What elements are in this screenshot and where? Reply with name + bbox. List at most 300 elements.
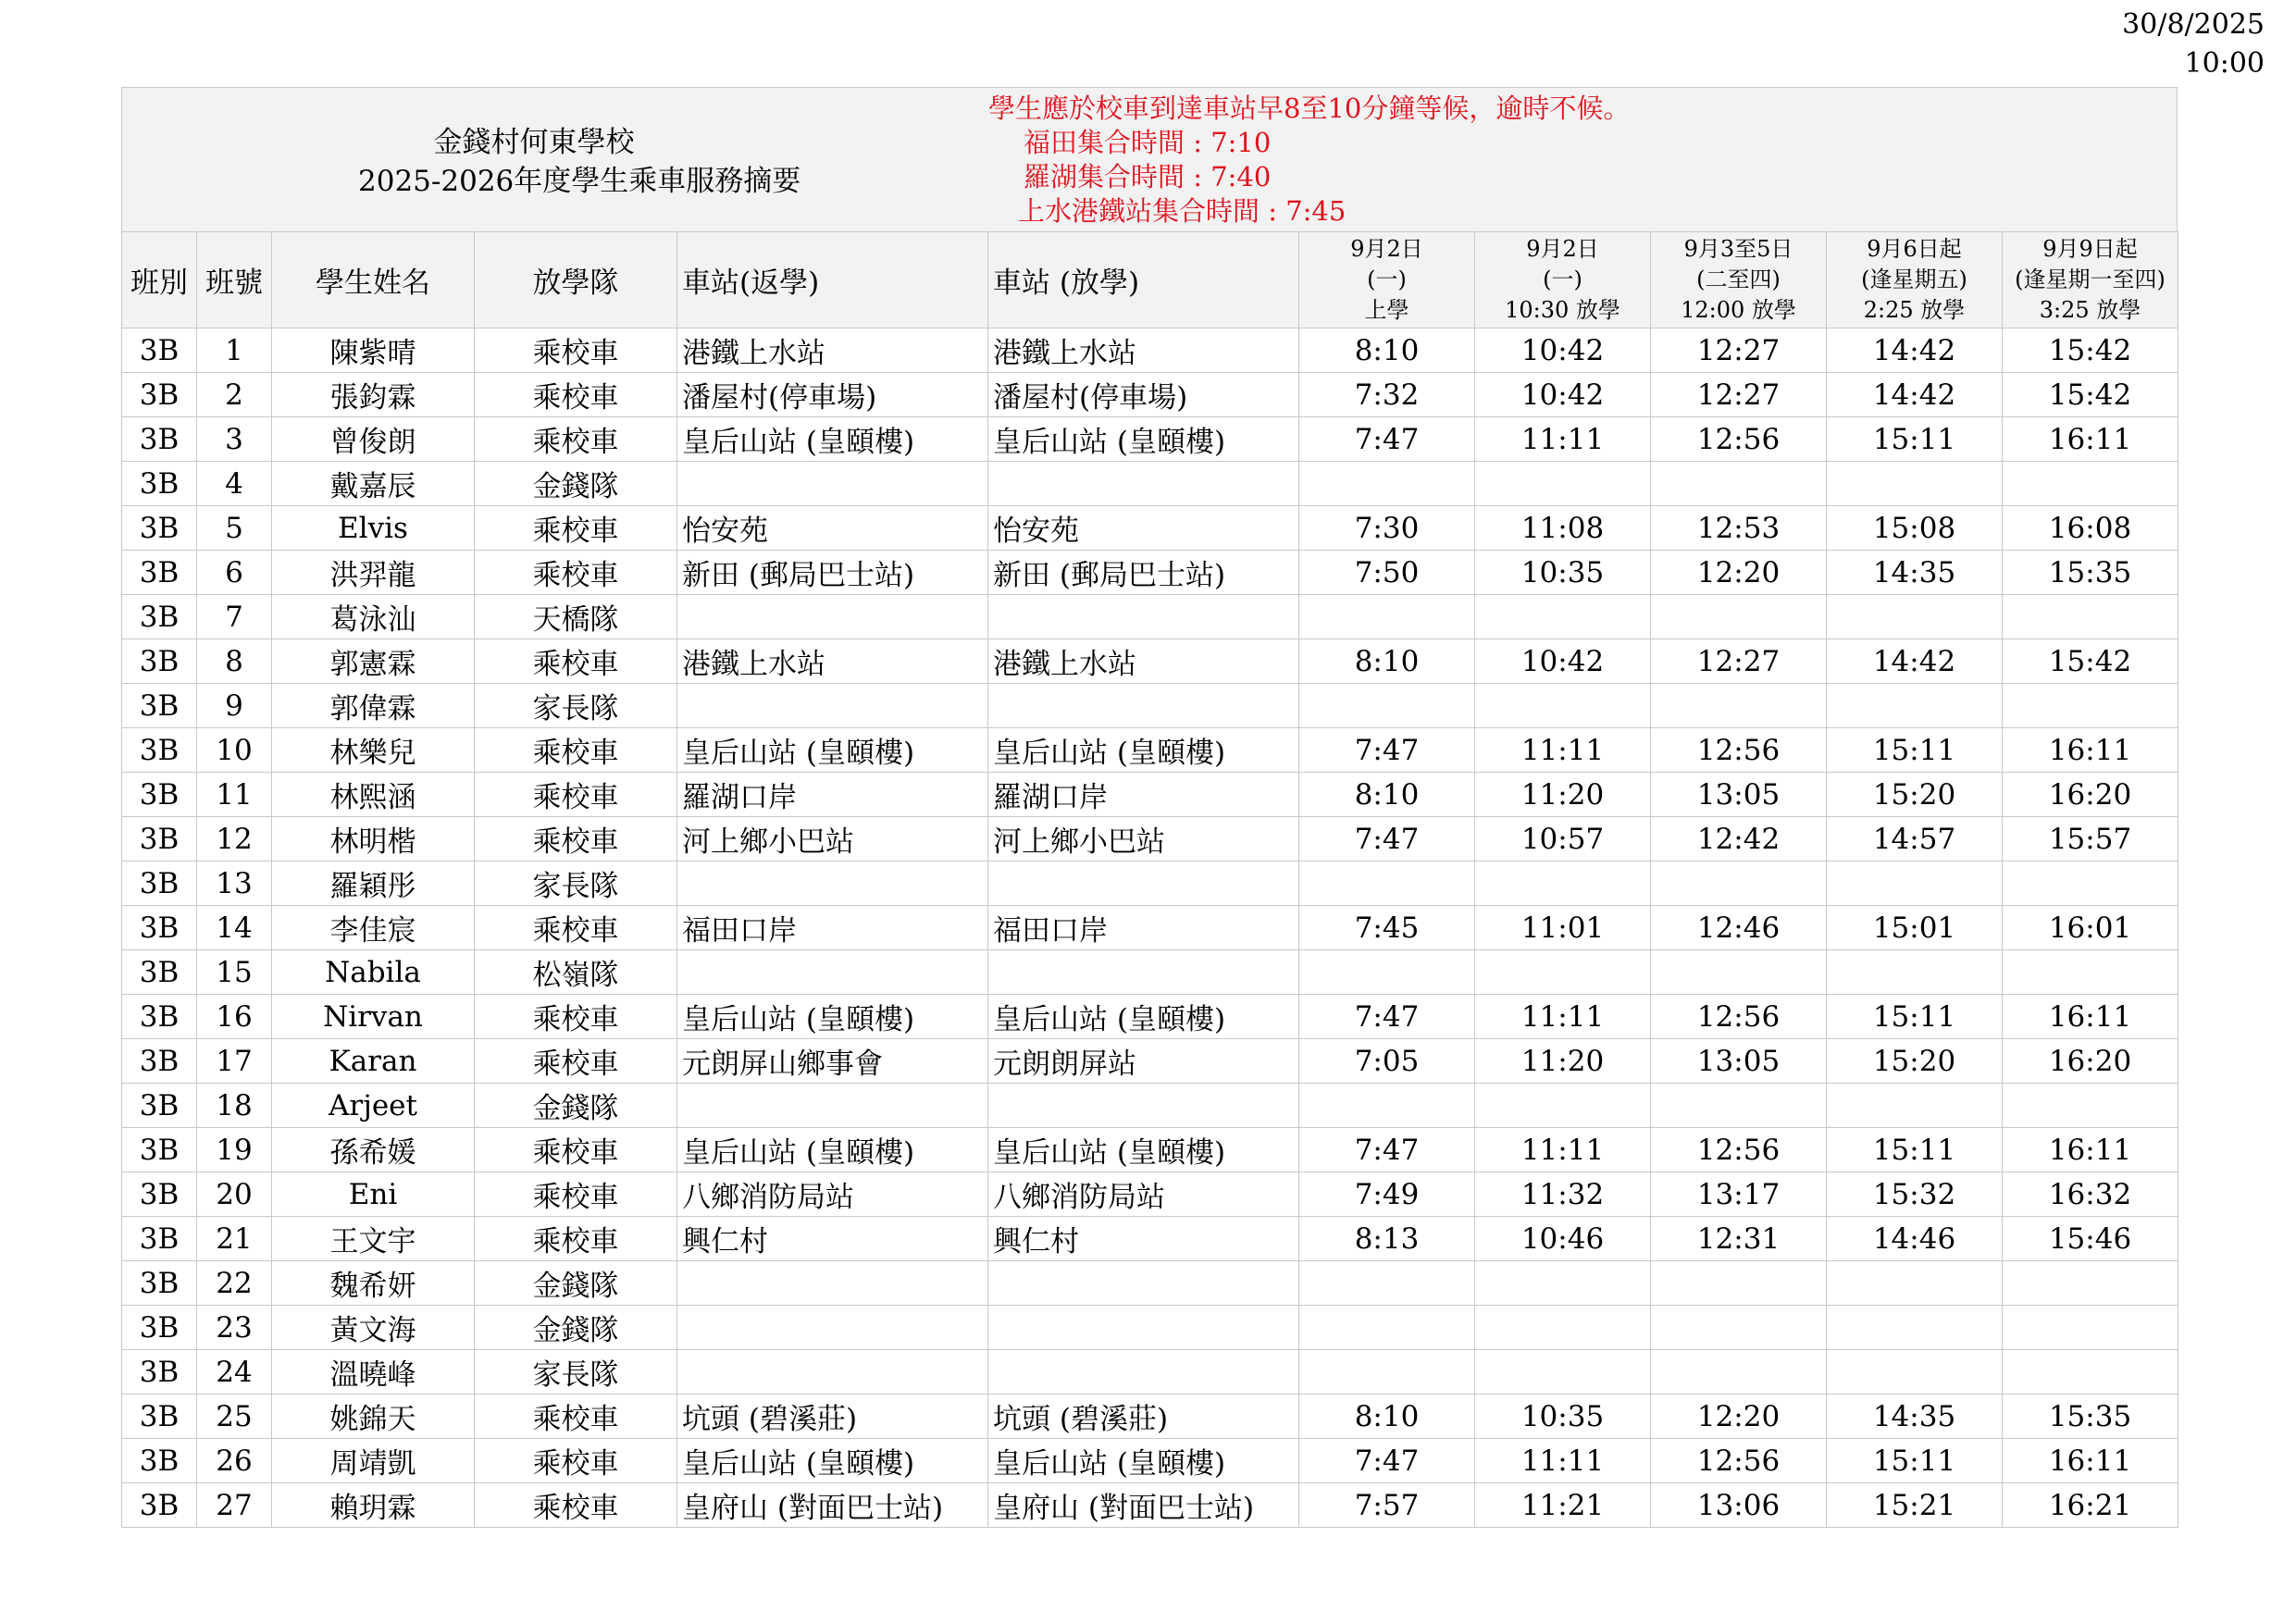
- time-mon-thu-cell: 16:08: [2003, 506, 2178, 551]
- stop-afternoon-cell: [988, 950, 1299, 995]
- time-mon-thu-cell: [2003, 462, 2178, 506]
- table-row: [122, 1217, 2178, 1261]
- time-sep2-am-cell: 8:10: [1299, 639, 1475, 684]
- dismissal-team-cell: 金錢隊: [475, 1261, 677, 1306]
- time-friday-cell: 14:46: [1827, 1217, 2003, 1261]
- time-sep2-am-cell: 7:47: [1299, 417, 1475, 462]
- dismissal-team-cell: 乘校車: [475, 1128, 677, 1172]
- time-friday-cell: 15:11: [1827, 728, 2003, 773]
- class-cell: 3B: [122, 506, 197, 551]
- time-friday-cell: 15:11: [1827, 995, 2003, 1039]
- time-mon-thu-cell: 16:32: [2003, 1172, 2178, 1217]
- number-cell: 1: [197, 329, 272, 373]
- class-cell: 3B: [122, 1395, 197, 1439]
- stop-morning-cell: 皇后山站 (皇頤樓): [677, 728, 988, 773]
- time-sep2-pm-cell: 11:20: [1475, 773, 1651, 817]
- notice-futian-time: 福田集合時間 : 7:10: [1024, 127, 1272, 158]
- number-cell: 26: [197, 1439, 272, 1483]
- time-friday-cell: 15:20: [1827, 1039, 2003, 1084]
- stop-afternoon-cell: [988, 684, 1299, 728]
- stop-afternoon-cell: 福田口岸: [988, 906, 1299, 950]
- time-sep2-pm-cell: [1475, 1261, 1651, 1306]
- stop-morning-cell: [677, 1084, 988, 1128]
- number-cell: 21: [197, 1217, 272, 1261]
- time-sep2-am-cell: 7:57: [1299, 1483, 1475, 1528]
- time-sep3-5-cell: 12:20: [1651, 551, 1827, 595]
- print-date: 30/8/2025: [2122, 8, 2265, 41]
- class-cell: 3B: [122, 417, 197, 462]
- time-mon-thu-cell: 15:42: [2003, 373, 2178, 417]
- time-friday-cell: 14:42: [1827, 373, 2003, 417]
- time-sep2-am-cell: 8:10: [1299, 1395, 1475, 1439]
- class-cell: 3B: [122, 462, 197, 506]
- dismissal-team-cell: 家長隊: [475, 862, 677, 906]
- number-cell: 9: [197, 684, 272, 728]
- dismissal-team-cell: 天橋隊: [475, 595, 677, 639]
- time-mon-thu-cell: [2003, 1350, 2178, 1395]
- stop-morning-cell: 港鐵上水站: [677, 329, 988, 373]
- time-sep2-am-cell: 8:10: [1299, 329, 1475, 373]
- time-sep3-5-cell: 12:27: [1651, 373, 1827, 417]
- number-cell: 27: [197, 1483, 272, 1528]
- time-sep2-am-cell: 7:32: [1299, 373, 1475, 417]
- stop-afternoon-cell: 河上鄉小巴站: [988, 817, 1299, 862]
- number-cell: 20: [197, 1172, 272, 1217]
- stop-morning-cell: 新田 (郵局巴士站): [677, 551, 988, 595]
- time-friday-cell: [1827, 862, 2003, 906]
- class-cell: 3B: [122, 639, 197, 684]
- table-row: [122, 329, 2178, 373]
- time-sep3-5-cell: [1651, 1261, 1827, 1306]
- time-friday-cell: 14:42: [1827, 329, 2003, 373]
- table-row: [122, 1483, 2178, 1528]
- time-sep2-pm-cell: 10:57: [1475, 817, 1651, 862]
- dismissal-team-cell: 金錢隊: [475, 462, 677, 506]
- time-friday-cell: 15:32: [1827, 1172, 2003, 1217]
- student-name-cell: 周靖凱: [272, 1439, 475, 1483]
- stop-morning-cell: 八鄉消防局站: [677, 1172, 988, 1217]
- time-friday-cell: [1827, 950, 2003, 995]
- stop-morning-cell: [677, 950, 988, 995]
- stop-morning-cell: 羅湖口岸: [677, 773, 988, 817]
- print-timestamp: [2122, 6, 2265, 83]
- time-mon-thu-cell: [2003, 1261, 2178, 1306]
- time-sep2-pm-cell: 11:01: [1475, 906, 1651, 950]
- dismissal-team-cell: 乘校車: [475, 551, 677, 595]
- stop-morning-cell: 怡安苑: [677, 506, 988, 551]
- assembly-notice: [988, 92, 1630, 229]
- time-sep3-5-cell: 12:56: [1651, 1439, 1827, 1483]
- time-sep2-pm-cell: 11:21: [1475, 1483, 1651, 1528]
- notice-waiting-rule: 學生應於校車到達車站早8至10分鐘等候，逾時不候。: [988, 93, 1631, 124]
- number-cell: 6: [197, 551, 272, 595]
- header-time-sep2-am: 9月2日 (一) 上學: [1299, 232, 1475, 329]
- table-row: [122, 551, 2178, 595]
- stop-afternoon-cell: [988, 862, 1299, 906]
- number-cell: 2: [197, 373, 272, 417]
- stop-morning-cell: 皇后山站 (皇頤樓): [677, 417, 988, 462]
- time-friday-cell: 15:21: [1827, 1483, 2003, 1528]
- time-sep2-pm-cell: 11:11: [1475, 728, 1651, 773]
- class-cell: 3B: [122, 1172, 197, 1217]
- class-cell: 3B: [122, 684, 197, 728]
- class-cell: 3B: [122, 817, 197, 862]
- time-sep2-am-cell: [1299, 595, 1475, 639]
- time-sep2-am-cell: [1299, 462, 1475, 506]
- table-row: [122, 1439, 2178, 1483]
- time-mon-thu-cell: 15:35: [2003, 1395, 2178, 1439]
- student-name-cell: 孫希媛: [272, 1128, 475, 1172]
- number-cell: 14: [197, 906, 272, 950]
- dismissal-team-cell: 乘校車: [475, 506, 677, 551]
- table-row: [122, 373, 2178, 417]
- time-sep2-pm-cell: 10:42: [1475, 329, 1651, 373]
- time-mon-thu-cell: 16:11: [2003, 1439, 2178, 1483]
- student-name-cell: 洪羿龍: [272, 551, 475, 595]
- time-friday-cell: [1827, 1306, 2003, 1350]
- time-sep2-am-cell: [1299, 1350, 1475, 1395]
- time-sep2-am-cell: 7:50: [1299, 551, 1475, 595]
- student-name-cell: 魏希妍: [272, 1261, 475, 1306]
- time-sep2-pm-cell: 10:35: [1475, 551, 1651, 595]
- stop-morning-cell: 皇后山站 (皇頤樓): [677, 1128, 988, 1172]
- time-friday-cell: 14:42: [1827, 639, 2003, 684]
- time-sep2-am-cell: 7:05: [1299, 1039, 1475, 1084]
- header-stop-afternoon: 車站 (放學): [988, 232, 1299, 329]
- time-sep2-pm-cell: [1475, 1306, 1651, 1350]
- dismissal-team-cell: 金錢隊: [475, 1084, 677, 1128]
- time-sep3-5-cell: [1651, 684, 1827, 728]
- table-row: [122, 639, 2178, 684]
- time-mon-thu-cell: [2003, 1084, 2178, 1128]
- student-name-cell: 羅穎彤: [272, 862, 475, 906]
- table-row: [122, 1084, 2178, 1128]
- stop-afternoon-cell: 羅湖口岸: [988, 773, 1299, 817]
- student-name-cell: 林樂兒: [272, 728, 475, 773]
- dismissal-team-cell: 乘校車: [475, 906, 677, 950]
- time-mon-thu-cell: 16:11: [2003, 728, 2178, 773]
- time-sep2-pm-cell: 10:42: [1475, 373, 1651, 417]
- student-name-cell: Elvis: [272, 506, 475, 551]
- time-friday-cell: [1827, 1350, 2003, 1395]
- time-mon-thu-cell: 15:46: [2003, 1217, 2178, 1261]
- time-friday-cell: 15:01: [1827, 906, 2003, 950]
- time-sep2-pm-cell: 11:11: [1475, 1439, 1651, 1483]
- time-sep2-pm-cell: [1475, 684, 1651, 728]
- student-name-cell: 陳紫晴: [272, 329, 475, 373]
- time-sep3-5-cell: 13:06: [1651, 1483, 1827, 1528]
- time-friday-cell: [1827, 462, 2003, 506]
- table-row: [122, 1039, 2178, 1084]
- print-time: 10:00: [2184, 47, 2265, 80]
- stop-morning-cell: 興仁村: [677, 1217, 988, 1261]
- number-cell: 4: [197, 462, 272, 506]
- dismissal-team-cell: 乘校車: [475, 417, 677, 462]
- time-sep3-5-cell: 12:56: [1651, 1128, 1827, 1172]
- time-mon-thu-cell: 15:42: [2003, 639, 2178, 684]
- time-friday-cell: [1827, 595, 2003, 639]
- class-cell: 3B: [122, 1128, 197, 1172]
- time-sep2-am-cell: [1299, 1084, 1475, 1128]
- time-sep3-5-cell: 12:56: [1651, 728, 1827, 773]
- stop-morning-cell: 潘屋村(停車場): [677, 373, 988, 417]
- header-number: 班號: [197, 232, 272, 329]
- stop-morning-cell: 港鐵上水站: [677, 639, 988, 684]
- bus-schedule-table: [121, 231, 2178, 1528]
- dismissal-team-cell: 乘校車: [475, 1039, 677, 1084]
- table-row: [122, 506, 2178, 551]
- student-name-cell: 林熙涵: [272, 773, 475, 817]
- number-cell: 11: [197, 773, 272, 817]
- dismissal-team-cell: 松嶺隊: [475, 950, 677, 995]
- stop-afternoon-cell: [988, 595, 1299, 639]
- stop-morning-cell: 皇后山站 (皇頤樓): [677, 1439, 988, 1483]
- table-row: [122, 1395, 2178, 1439]
- student-name-cell: 葛泳汕: [272, 595, 475, 639]
- time-sep3-5-cell: [1651, 862, 1827, 906]
- time-sep2-pm-cell: [1475, 1350, 1651, 1395]
- time-mon-thu-cell: 16:01: [2003, 906, 2178, 950]
- student-name-cell: 曾俊朗: [272, 417, 475, 462]
- student-name-cell: 張鈞霖: [272, 373, 475, 417]
- time-sep3-5-cell: 12:42: [1651, 817, 1827, 862]
- time-sep2-am-cell: 7:47: [1299, 1128, 1475, 1172]
- class-cell: 3B: [122, 1039, 197, 1084]
- dismissal-team-cell: 乘校車: [475, 773, 677, 817]
- time-sep3-5-cell: [1651, 1306, 1827, 1350]
- student-name-cell: Eni: [272, 1172, 475, 1217]
- stop-afternoon-cell: 潘屋村(停車場): [988, 373, 1299, 417]
- student-name-cell: 賴玥霖: [272, 1483, 475, 1528]
- table-row: [122, 1306, 2178, 1350]
- student-name-cell: 李佳宸: [272, 906, 475, 950]
- time-sep2-pm-cell: [1475, 862, 1651, 906]
- stop-morning-cell: [677, 462, 988, 506]
- header-class: 班別: [122, 232, 197, 329]
- stop-morning-cell: 元朗屏山鄉事會: [677, 1039, 988, 1084]
- time-mon-thu-cell: 16:20: [2003, 773, 2178, 817]
- class-cell: 3B: [122, 995, 197, 1039]
- dismissal-team-cell: 家長隊: [475, 1350, 677, 1395]
- time-mon-thu-cell: [2003, 862, 2178, 906]
- time-mon-thu-cell: 15:35: [2003, 551, 2178, 595]
- student-name-cell: 溫曉峰: [272, 1350, 475, 1395]
- class-cell: 3B: [122, 773, 197, 817]
- time-sep2-am-cell: 8:10: [1299, 773, 1475, 817]
- class-cell: 3B: [122, 329, 197, 373]
- class-cell: 3B: [122, 1350, 197, 1395]
- time-sep2-pm-cell: 10:35: [1475, 1395, 1651, 1439]
- number-cell: 13: [197, 862, 272, 906]
- time-sep3-5-cell: [1651, 462, 1827, 506]
- student-rows: [122, 329, 2178, 1528]
- number-cell: 3: [197, 417, 272, 462]
- table-row: [122, 1350, 2178, 1395]
- time-sep3-5-cell: 12:53: [1651, 506, 1827, 551]
- time-sep2-pm-cell: [1475, 1084, 1651, 1128]
- time-sep2-am-cell: [1299, 1306, 1475, 1350]
- table-row: [122, 950, 2178, 995]
- time-sep3-5-cell: [1651, 595, 1827, 639]
- dismissal-team-cell: 乘校車: [475, 1395, 677, 1439]
- time-sep2-pm-cell: 11:11: [1475, 995, 1651, 1039]
- student-name-cell: 郭憲霖: [272, 639, 475, 684]
- time-sep2-am-cell: 8:13: [1299, 1217, 1475, 1261]
- time-friday-cell: 15:11: [1827, 1439, 2003, 1483]
- table-row: [122, 995, 2178, 1039]
- student-name-cell: 姚錦天: [272, 1395, 475, 1439]
- time-sep3-5-cell: [1651, 950, 1827, 995]
- number-cell: 23: [197, 1306, 272, 1350]
- number-cell: 7: [197, 595, 272, 639]
- dismissal-team-cell: 乘校車: [475, 1172, 677, 1217]
- stop-afternoon-cell: 八鄉消防局站: [988, 1172, 1299, 1217]
- header-time-friday: 9月6日起 (逢星期五) 2:25 放學: [1827, 232, 2003, 329]
- student-name-cell: 林明楷: [272, 817, 475, 862]
- time-sep2-am-cell: 7:47: [1299, 817, 1475, 862]
- time-friday-cell: 14:35: [1827, 551, 2003, 595]
- stop-morning-cell: 皇府山 (對面巴士站): [677, 1483, 988, 1528]
- time-sep3-5-cell: 12:31: [1651, 1217, 1827, 1261]
- dismissal-team-cell: 乘校車: [475, 995, 677, 1039]
- number-cell: 8: [197, 639, 272, 684]
- title-banner: [121, 87, 2178, 231]
- stop-afternoon-cell: [988, 1261, 1299, 1306]
- header-row: [122, 232, 2178, 329]
- header-time-mon-thu: 9月9日起 (逢星期一至四) 3:25 放學: [2003, 232, 2178, 329]
- table-row: [122, 862, 2178, 906]
- time-friday-cell: 15:20: [1827, 773, 2003, 817]
- transport-summary-sheet: [121, 87, 2178, 1528]
- time-sep2-am-cell: 7:45: [1299, 906, 1475, 950]
- class-cell: 3B: [122, 1084, 197, 1128]
- student-name-cell: Nirvan: [272, 995, 475, 1039]
- time-sep2-am-cell: [1299, 1261, 1475, 1306]
- table-row: [122, 417, 2178, 462]
- number-cell: 19: [197, 1128, 272, 1172]
- dismissal-team-cell: 乘校車: [475, 1439, 677, 1483]
- header-time-sep3-5: 9月3至5日 (二至四) 12:00 放學: [1651, 232, 1827, 329]
- dismissal-team-cell: 乘校車: [475, 1217, 677, 1261]
- time-sep2-am-cell: 7:47: [1299, 1439, 1475, 1483]
- time-sep2-pm-cell: 10:42: [1475, 639, 1651, 684]
- time-sep3-5-cell: 12:46: [1651, 906, 1827, 950]
- stop-afternoon-cell: 皇后山站 (皇頤樓): [988, 417, 1299, 462]
- time-mon-thu-cell: [2003, 950, 2178, 995]
- class-cell: 3B: [122, 373, 197, 417]
- class-cell: 3B: [122, 1483, 197, 1528]
- time-sep2-pm-cell: [1475, 595, 1651, 639]
- table-row: [122, 1261, 2178, 1306]
- time-sep2-pm-cell: 11:11: [1475, 417, 1651, 462]
- notice-lowu-time: 羅湖集合時間 : 7:40: [1024, 161, 1272, 192]
- time-mon-thu-cell: 16:20: [2003, 1039, 2178, 1084]
- time-sep2-am-cell: [1299, 862, 1475, 906]
- table-row: [122, 595, 2178, 639]
- time-mon-thu-cell: 16:11: [2003, 417, 2178, 462]
- student-name-cell: Arjeet: [272, 1084, 475, 1128]
- stop-afternoon-cell: 新田 (郵局巴士站): [988, 551, 1299, 595]
- stop-afternoon-cell: [988, 462, 1299, 506]
- header-stop-morning: 車站(返學): [677, 232, 988, 329]
- class-cell: 3B: [122, 862, 197, 906]
- time-sep2-am-cell: [1299, 950, 1475, 995]
- time-sep2-pm-cell: [1475, 462, 1651, 506]
- time-friday-cell: [1827, 684, 2003, 728]
- number-cell: 25: [197, 1395, 272, 1439]
- number-cell: 15: [197, 950, 272, 995]
- time-sep2-am-cell: 7:47: [1299, 728, 1475, 773]
- table-row: [122, 728, 2178, 773]
- time-friday-cell: [1827, 1084, 2003, 1128]
- number-cell: 22: [197, 1261, 272, 1306]
- class-cell: 3B: [122, 1306, 197, 1350]
- stop-afternoon-cell: [988, 1306, 1299, 1350]
- stop-afternoon-cell: 港鐵上水站: [988, 329, 1299, 373]
- time-sep2-am-cell: 7:49: [1299, 1172, 1475, 1217]
- class-cell: 3B: [122, 595, 197, 639]
- stop-afternoon-cell: [988, 1084, 1299, 1128]
- dismissal-team-cell: 乘校車: [475, 1483, 677, 1528]
- table-row: [122, 1128, 2178, 1172]
- stop-morning-cell: [677, 862, 988, 906]
- stop-afternoon-cell: 皇后山站 (皇頤樓): [988, 728, 1299, 773]
- student-name-cell: 黃文海: [272, 1306, 475, 1350]
- time-sep2-pm-cell: 11:11: [1475, 1128, 1651, 1172]
- time-sep2-am-cell: 7:47: [1299, 995, 1475, 1039]
- stop-morning-cell: 皇后山站 (皇頤樓): [677, 995, 988, 1039]
- stop-afternoon-cell: [988, 1350, 1299, 1395]
- time-friday-cell: 15:11: [1827, 417, 2003, 462]
- table-row: [122, 462, 2178, 506]
- student-name-cell: 郭偉霖: [272, 684, 475, 728]
- time-sep2-am-cell: [1299, 684, 1475, 728]
- stop-morning-cell: [677, 1306, 988, 1350]
- report-title: 2025-2026年度學生乘車服務摘要: [358, 165, 801, 198]
- time-sep2-pm-cell: 11:32: [1475, 1172, 1651, 1217]
- stop-afternoon-cell: 怡安苑: [988, 506, 1299, 551]
- time-mon-thu-cell: [2003, 1306, 2178, 1350]
- time-sep3-5-cell: 13:05: [1651, 773, 1827, 817]
- time-sep2-pm-cell: [1475, 950, 1651, 995]
- stop-morning-cell: 福田口岸: [677, 906, 988, 950]
- number-cell: 10: [197, 728, 272, 773]
- stop-morning-cell: [677, 1350, 988, 1395]
- stop-afternoon-cell: 皇后山站 (皇頤樓): [988, 995, 1299, 1039]
- time-sep3-5-cell: [1651, 1350, 1827, 1395]
- time-friday-cell: 14:57: [1827, 817, 2003, 862]
- stop-afternoon-cell: 港鐵上水站: [988, 639, 1299, 684]
- stop-morning-cell: 河上鄉小巴站: [677, 817, 988, 862]
- time-mon-thu-cell: [2003, 684, 2178, 728]
- class-cell: 3B: [122, 1261, 197, 1306]
- school-name: 金錢村何東學校: [433, 126, 635, 159]
- class-cell: 3B: [122, 906, 197, 950]
- time-sep3-5-cell: 12:27: [1651, 639, 1827, 684]
- header-time-sep2-pm: 9月2日 (一) 10:30 放學: [1475, 232, 1651, 329]
- dismissal-team-cell: 乘校車: [475, 728, 677, 773]
- table-row: [122, 1172, 2178, 1217]
- time-mon-thu-cell: 16:11: [2003, 1128, 2178, 1172]
- class-cell: 3B: [122, 950, 197, 995]
- stop-afternoon-cell: 興仁村: [988, 1217, 1299, 1261]
- time-mon-thu-cell: 15:57: [2003, 817, 2178, 862]
- stop-afternoon-cell: 皇后山站 (皇頤樓): [988, 1439, 1299, 1483]
- dismissal-team-cell: 家長隊: [475, 684, 677, 728]
- time-sep2-pm-cell: 11:20: [1475, 1039, 1651, 1084]
- stop-afternoon-cell: 元朗朗屏站: [988, 1039, 1299, 1084]
- time-sep3-5-cell: 12:56: [1651, 995, 1827, 1039]
